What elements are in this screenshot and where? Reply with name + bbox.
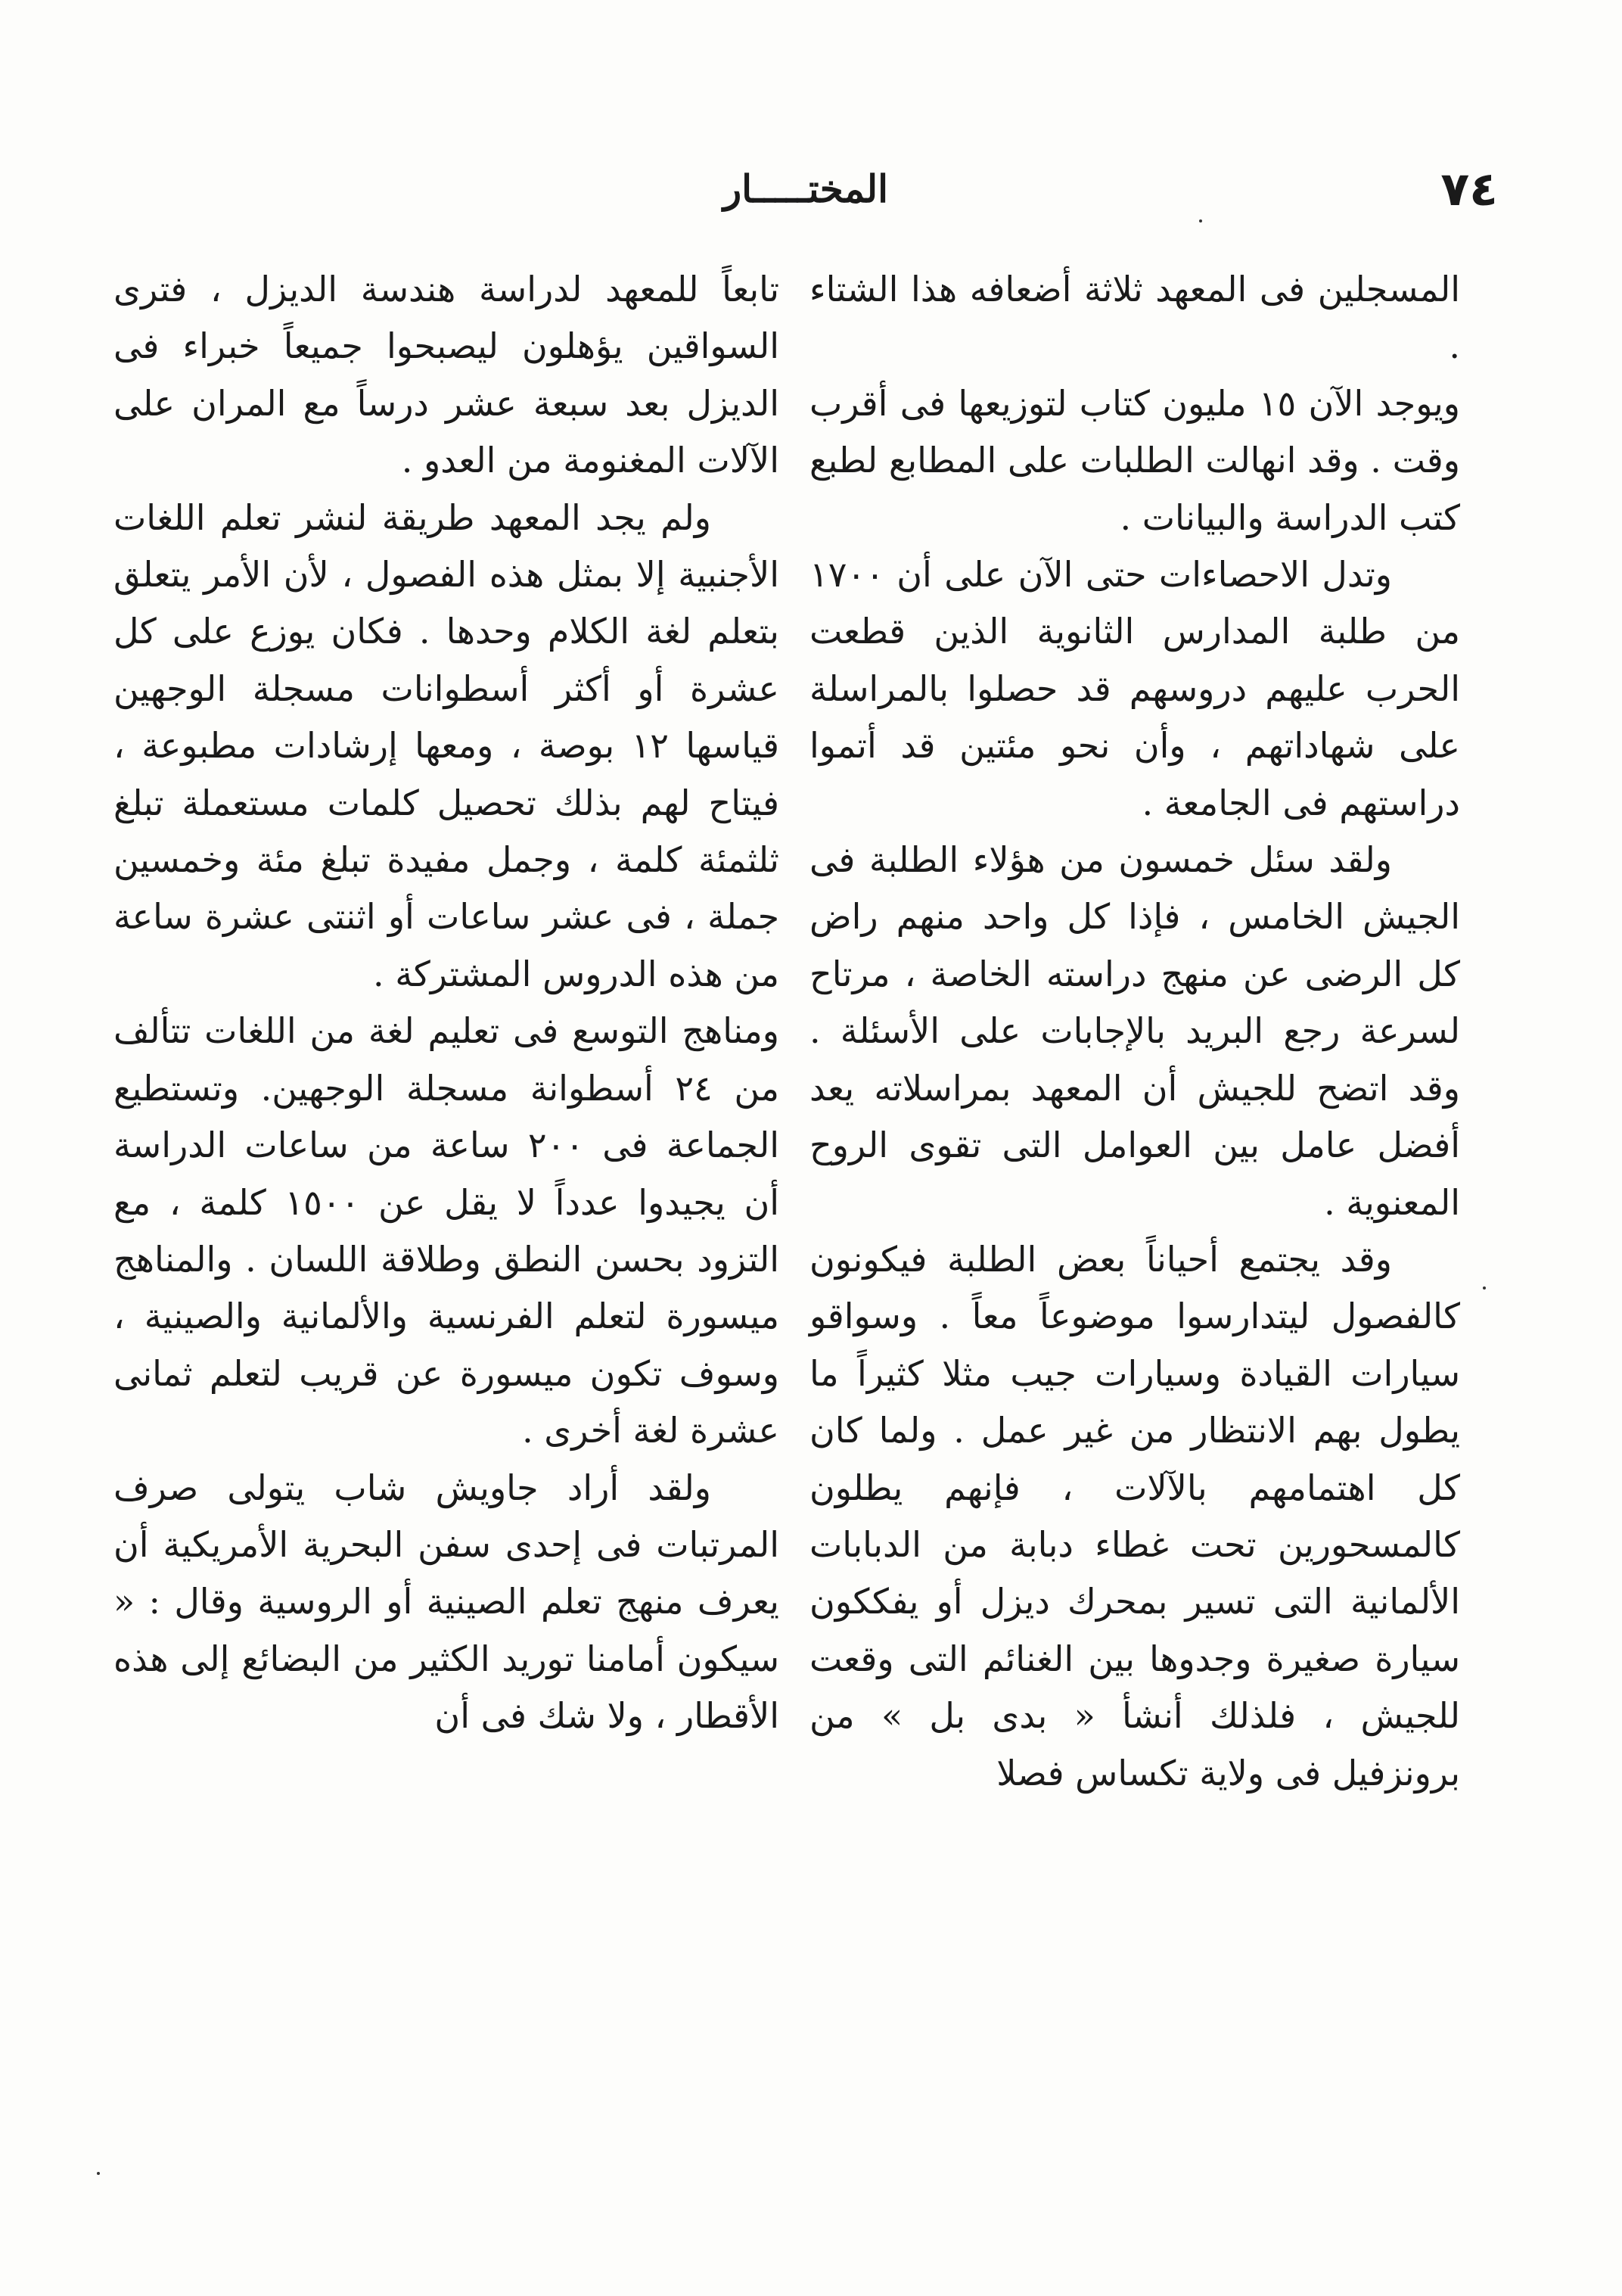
paragraph: ومناهج التوسع فى تعليم لغة من اللغات تتألف من ٢٤ أسطوانة مسجلة الوجهين. وتستطيع الجماعة فى ٢٠٠ ساعة من ساعات الدراسة أن يجيدوا عدداً لا يقل عن ١٥٠٠ كلمة ، مع التزود بحسن النطق وطلاقة اللسان . والمناهج ميسورة لتعلم الفرنسية والألمانية والصينية ، وسوف تكون ميسورة عن قريب لتعلم ثمانى عشرة لغة أخرى . [113,1010,780,1451]
right-text-column [809,261,1460,1802]
running-title: المختـــــار [722,166,889,211]
scan-speck [1483,1286,1486,1290]
paragraph: ويوجد الآن ١٥ مليون كتاب لتوزيعها فى أقرب وقت . وقد انهالت الطلبات على المطابع لطبع كتب الدراسة والبيانات . [809,382,1460,538]
page-number: ٧٤ [1440,161,1498,216]
left-text-column [113,261,779,1745]
paragraph: وقد يجتمع أحياناً بعض الطلبة فيكونون كالفصول ليتدارسوا موضوعاً معاً . وسواقو سيارات القيادة وسيارات جيب مثلا كثيراً ما يطول بهم الانتظار من غير عمل . ولما كان كل اهتمامهم بالآلات ، فإنهم يطلون كالمسحورين تحت غطاء دبابة من الدبابات الألمانية التى تسير بمحرك ديزل أو يفككون سيارة صغيرة وجدوها بين الغنائم التى وقعت للجيش ، فلذلك أنشأ « بدى بل » من برونزفيل فى ولاية تكساس فصلا [809,1238,1460,1794]
scan-speck [97,2172,100,2175]
paragraph: المسجلين فى المعهد ثلاثة أضعافه هذا الشتاء . [809,269,1460,367]
paragraph: وتدل الاحصاءات حتى الآن على أن ١٧٠٠ من طلبة المدارس الثانوية الذين قطعت الحرب عليهم دروسهم قد حصلوا بالمراسلة على شهاداتهم ، وأن نحو مئتين قد أتموا دراستهم فى الجامعة . [809,554,1460,823]
paragraph: ولم يجد المعهد طريقة لنشر تعلم اللغات الأجنبية إلا بمثل هذه الفصول ، لأن الأمر يتعلق بتعلم لغة الكلام وحدها . فكان يوزع على كل عشرة أو أكثر أسطوانات مسجلة الوجهين قياسها ١٢ بوصة ، ومعها إرشادات مطبوعة ، فيتاح لهم بذلك تحصيل كلمات مستعملة تبلغ ثلثمئة كلمة ، وجمل مفيدة تبلغ مئة وخمسين جملة ، فى عشر ساعات أو اثنتى عشرة ساعة من هذه الدروس المشتركة . [113,496,779,994]
paragraph: ولقد أراد جاويش شاب يتولى صرف المرتبات فى إحدى سفن البحرية الأمريكية أن يعرف منهج تعلم الصينية أو الروسية وقال : « سيكون أمامنا توريد الكثير من البضائع إلى هذه الأقطار ، ولا شك فى أن [113,1467,779,1737]
paragraph: تابعاً للمعهد لدراسة هندسة الديزل ، فترى السواقين يؤهلون ليصبحوا جميعاً خبراء فى الديزل بعد سبعة عشر درساً مع المران على الآلات المغنومة من العدو . [113,269,779,481]
page-header [113,151,1498,235]
paragraph: ولقد سئل خمسون من هؤلاء الطلبة فى الجيش الخامس ، فإذا كل واحد منهم راض كل الرضى عن منهج دراسته الخاصة ، مرتاح لسرعة رجع البريد بالإجابات على الأسئلة . وقد اتضح للجيش أن المعهد بمراسلاته يعد أفضل عامل بين العوامل التى تقوى الروح المعنوية . [809,839,1460,1223]
scan-speck [1199,219,1202,222]
